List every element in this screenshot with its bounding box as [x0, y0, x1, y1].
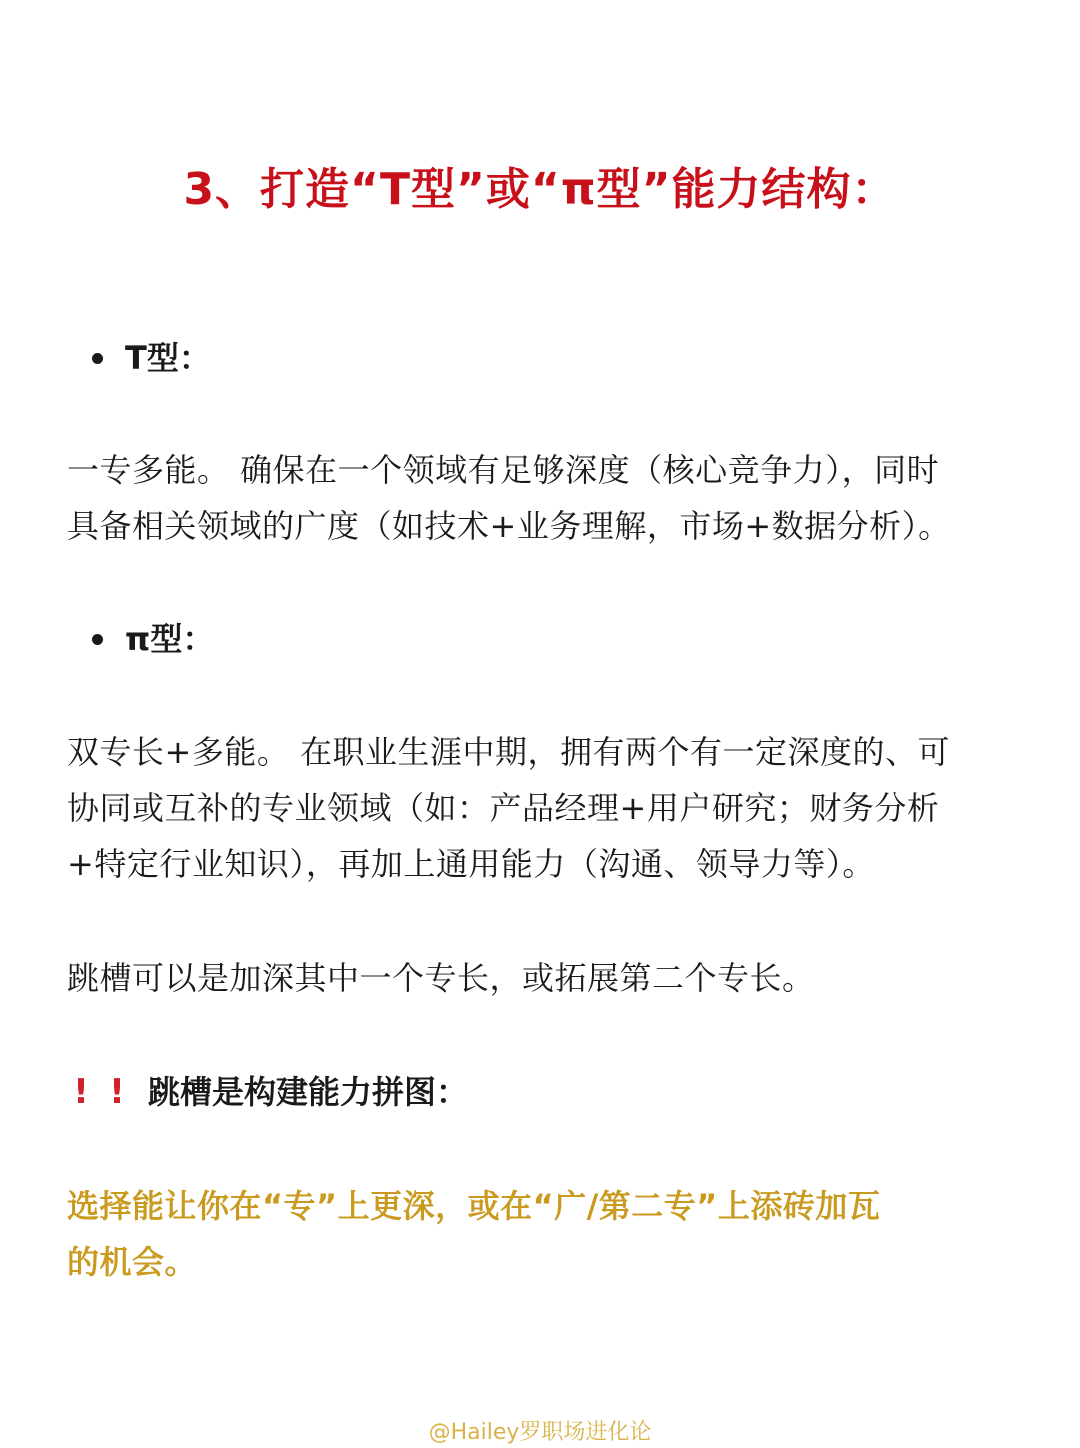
warning-heading: [70, 1070, 468, 1114]
warning-heading-label: 跳槽是构建能力拼图：: [148, 1073, 469, 1111]
t-type-line: 一专多能。 确保在一个领域有足够深度（核心竞争力），同时: [67, 451, 940, 489]
pi-type-line: +特定行业知识），再加上通用能力（沟通、领导力等）。: [67, 845, 875, 883]
page-title: 3、打造“T型”或“π型”能力结构：: [183, 164, 897, 215]
author-watermark: @Hailey罗职场进化论: [428, 1420, 652, 1445]
highlight-conclusion: [67, 1178, 1013, 1290]
t-type-line: 具备相关领域的广度（如技术+业务理解，市场+数据分析）。: [67, 507, 951, 545]
t-type-description: [67, 442, 1013, 554]
highlight-line: 的机会。: [67, 1243, 198, 1281]
pi-type-heading-label: π型：: [125, 620, 215, 658]
job-hop-note-text: 跳槽可以是加深其中一个专长，或拓展第二个专长。: [67, 959, 815, 997]
highlight-line: 选择能让你在“专”上更深，或在“广/第二专”上添砖加瓦: [67, 1187, 881, 1225]
t-type-heading: [92, 336, 211, 380]
t-type-heading-label: T型：: [125, 339, 211, 377]
job-hop-note: [67, 950, 1013, 1006]
bullet-icon: [92, 634, 103, 645]
pi-type-heading: [92, 617, 214, 661]
exclamation-icon: !: [109, 1072, 125, 1112]
bullet-icon: [92, 353, 103, 364]
pi-type-line: 双专长+多能。 在职业生涯中期，拥有两个有一定深度的、可: [67, 733, 950, 771]
pi-type-line: 协同或互补的专业领域（如：产品经理+用户研究；财务分析: [67, 789, 940, 827]
exclamation-icon: !: [73, 1072, 89, 1112]
pi-type-description: [67, 724, 1013, 892]
